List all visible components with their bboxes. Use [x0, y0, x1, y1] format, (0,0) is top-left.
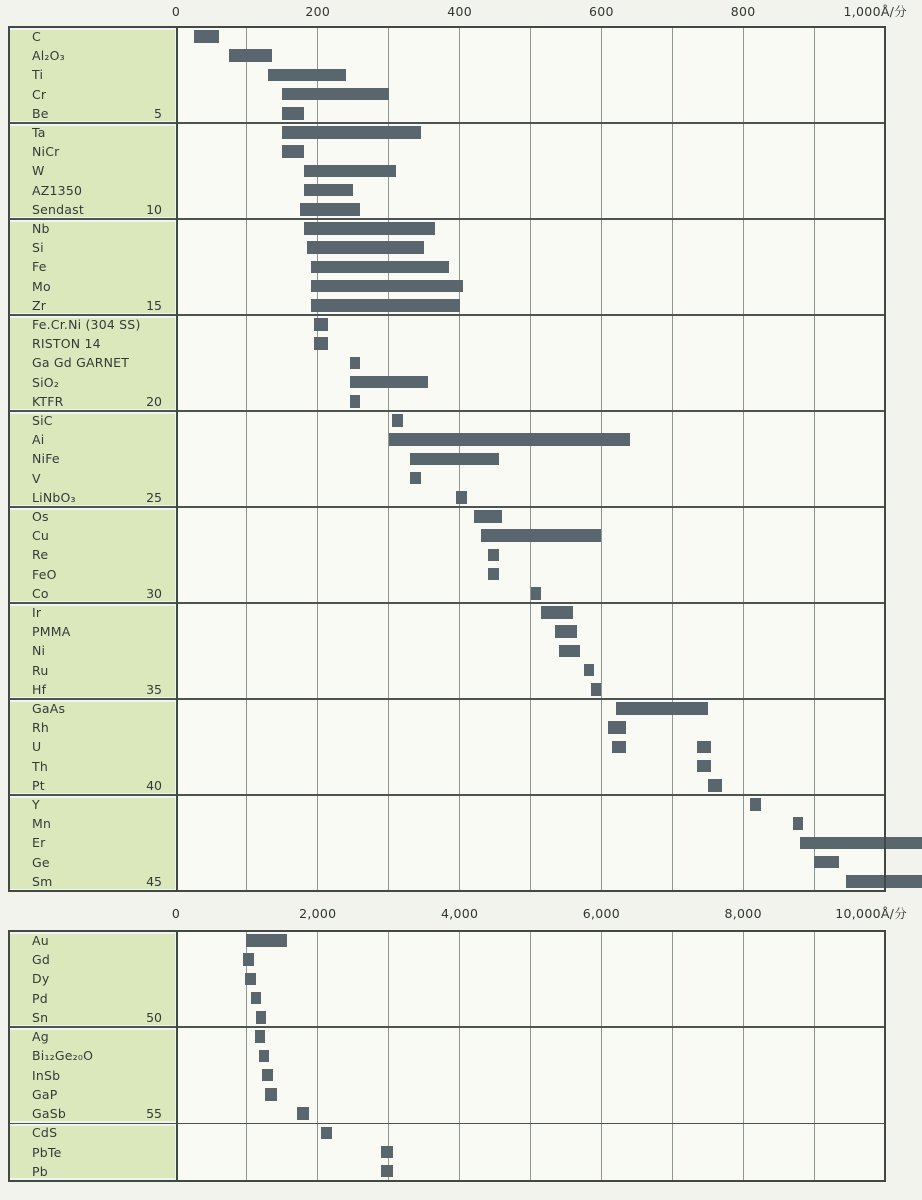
- etch-rate-bar: [282, 107, 303, 120]
- axis-tick-value: 6,000: [582, 906, 621, 921]
- etch-rate-bar: [256, 1011, 266, 1024]
- material-label: Os: [32, 509, 49, 524]
- axis-tick-label: [136, 906, 216, 922]
- etch-rate-bar: [750, 798, 761, 811]
- gridline: [530, 27, 531, 891]
- material-label: PbTe: [32, 1144, 62, 1160]
- etch-rate-bar: [300, 203, 360, 216]
- material-label: Ag: [32, 1029, 49, 1045]
- gridline: [246, 931, 247, 1181]
- material-label: Ti: [32, 67, 44, 83]
- axis-tick-value: 10,000: [835, 906, 881, 921]
- material-label: LiNbO₃: [32, 489, 76, 505]
- material-label: Ai: [32, 432, 45, 448]
- material-label: Pd: [32, 990, 48, 1006]
- material-label: AZ1350: [32, 182, 83, 198]
- panel-plot-separator: [176, 27, 178, 891]
- gridline: [317, 27, 318, 891]
- material-label: Pb: [32, 1163, 48, 1179]
- etch-rate-bar: [584, 664, 595, 677]
- etch-rate-bar: [251, 992, 261, 1005]
- axis-tick-value: 0: [171, 4, 181, 19]
- etch-rate-bar: [531, 587, 542, 600]
- section-row-number: 5: [154, 105, 162, 121]
- etch-rate-bar: [243, 953, 254, 966]
- gridline: [814, 27, 815, 891]
- material-label: Sm: [32, 873, 53, 889]
- material-label: Co: [32, 585, 49, 601]
- material-label: Th: [32, 758, 48, 774]
- gridline: [601, 27, 602, 891]
- etch-rate-bar: [381, 1146, 393, 1159]
- material-label: C: [32, 29, 41, 44]
- etch-rate-bar: [265, 1088, 277, 1101]
- etch-rate-bar: [262, 1069, 273, 1082]
- material-label: Au: [32, 933, 49, 948]
- etch-rate-bar: [268, 69, 346, 82]
- etch-rate-bar: [697, 741, 711, 754]
- section-divider: [8, 218, 885, 220]
- section-divider: [8, 794, 885, 796]
- etch-rate-bar: [608, 721, 626, 734]
- material-label: Be: [32, 105, 49, 121]
- etch-rate-bar: [307, 241, 424, 254]
- section-row-number: 40: [146, 777, 162, 793]
- etch-rate-bar: [410, 472, 421, 485]
- etch-rate-bar: [255, 1030, 265, 1043]
- material-label: Ge: [32, 854, 50, 870]
- section-row-number: 20: [146, 393, 162, 409]
- gridline: [388, 27, 389, 891]
- chart-right-border: [884, 27, 886, 891]
- material-label: Nb: [32, 221, 50, 236]
- etch-rate-bar: [410, 453, 499, 466]
- material-label: Hf: [32, 681, 47, 697]
- axis-tick-label: [561, 4, 641, 20]
- etch-rate-bar: [311, 261, 449, 274]
- material-label: Rh: [32, 720, 50, 736]
- chart-bottom-border: [8, 1180, 886, 1182]
- chart-top-border: [8, 26, 886, 28]
- etch-rate-bar: [541, 606, 573, 619]
- etch-rate-bar: [282, 126, 420, 139]
- etch-rate-bar: [311, 280, 463, 293]
- axis-tick-value: 0: [171, 906, 181, 921]
- etch-rate-bar: [282, 145, 303, 158]
- axis-tick-value: 4,000: [440, 906, 479, 921]
- material-label: KTFR: [32, 393, 64, 409]
- section-divider: [8, 410, 885, 412]
- section-row-number: 30: [146, 585, 162, 601]
- etch-rate-bar: [246, 934, 286, 947]
- panel-plot-separator: [176, 931, 178, 1181]
- material-label: Dy: [32, 971, 50, 987]
- axis-tick-label: [278, 906, 358, 922]
- gridline: [246, 27, 247, 891]
- section-divider: [8, 1123, 885, 1125]
- etch-rate-bar: [616, 702, 708, 715]
- section-divider: [8, 314, 885, 316]
- material-label: Cu: [32, 528, 50, 544]
- chart-right-border: [884, 931, 886, 1181]
- material-label: PMMA: [32, 624, 71, 640]
- material-label: V: [32, 470, 41, 486]
- axis-tick-label: [561, 906, 641, 922]
- gridline: [814, 931, 815, 1181]
- material-label: NiFe: [32, 451, 60, 467]
- material-label: FeO: [32, 566, 57, 582]
- etch-rate-bar: [488, 549, 499, 562]
- etch-rate-chart-0-1000: [0, 27, 922, 891]
- etch-rate-bar: [708, 779, 722, 792]
- section-divider: [8, 122, 885, 124]
- etch-rate-bar: [591, 683, 602, 696]
- section-row-number: 15: [146, 297, 162, 313]
- etch-rate-bar: [229, 49, 272, 62]
- material-label: Fe.Cr.Ni (304 SS): [32, 317, 141, 332]
- material-label: GaAs: [32, 701, 66, 716]
- section-row-number: 55: [146, 1106, 162, 1122]
- material-label: W: [32, 163, 45, 179]
- material-label: Zr: [32, 297, 47, 313]
- etch-rate-bar: [612, 741, 626, 754]
- etch-rate-bar: [481, 529, 602, 542]
- material-label: Ga Gd GARNET: [32, 355, 130, 371]
- section-divider: [8, 698, 885, 700]
- gridline: [672, 27, 673, 891]
- axis-tick-label: [278, 4, 358, 20]
- gridline: [530, 931, 531, 1181]
- material-label: Ru: [32, 662, 49, 678]
- axis-tick-value: 1,000: [843, 4, 881, 19]
- etch-rate-bar: [245, 973, 255, 986]
- etch-rate-bar: [282, 88, 388, 101]
- etch-rate-bar: [297, 1107, 310, 1120]
- etch-rate-bar: [488, 568, 499, 581]
- material-label: Mn: [32, 816, 52, 832]
- material-label: GaP: [32, 1086, 58, 1102]
- etch-rate-bar: [389, 433, 630, 446]
- material-label: Pt: [32, 777, 45, 793]
- material-label: Ni: [32, 643, 46, 659]
- material-label: InSb: [32, 1067, 61, 1083]
- axis-tick-label: [703, 4, 783, 20]
- material-label: Fe: [32, 259, 47, 275]
- etch-rate-bar: [559, 645, 580, 658]
- etch-rate-bar: [555, 625, 576, 638]
- section-divider: [8, 1026, 885, 1028]
- material-label: Re: [32, 547, 49, 563]
- axis-unit-label: Å/分: [880, 906, 907, 921]
- material-label: Ta: [32, 125, 46, 140]
- etch-rate-bar: [304, 222, 435, 235]
- axis-tick-value: 2,000: [299, 906, 337, 921]
- axis-unit-label: Å/分: [880, 4, 907, 19]
- section-row-number: 25: [146, 489, 162, 505]
- axis-tick-value: 8,000: [724, 906, 762, 921]
- gridline: [743, 931, 744, 1181]
- axis-tick-label: [136, 4, 216, 20]
- etch-rate-bar: [304, 184, 354, 197]
- material-label: SiC: [32, 413, 53, 428]
- gridline: [743, 27, 744, 891]
- etch-rate-bar: [814, 856, 839, 869]
- axis-tick-value: 200: [305, 4, 331, 19]
- section-row-number: 10: [146, 201, 162, 217]
- material-label: RISTON 14: [32, 336, 101, 352]
- axis-tick-label: [797, 906, 907, 922]
- axis-tick-label: [420, 906, 500, 922]
- etch-rate-bar: [311, 299, 460, 312]
- etch-rate-bar: [314, 337, 328, 350]
- material-label: CdS: [32, 1125, 58, 1141]
- gridline: [317, 931, 318, 1181]
- etch-rate-bar: [800, 837, 922, 850]
- gridline: [388, 931, 389, 1181]
- material-label: U: [32, 739, 42, 755]
- etch-rate-bar: [350, 376, 428, 389]
- gridline: [601, 931, 602, 1181]
- gridline: [459, 931, 460, 1181]
- etch-rate-chart-0-10000: [0, 931, 922, 1181]
- material-label: Y: [32, 797, 40, 812]
- etch-rate-bar: [304, 165, 396, 178]
- chart-bottom-border: [8, 890, 886, 892]
- etch-rate-bar: [474, 510, 502, 523]
- axis-tick-value: 400: [447, 4, 472, 19]
- section-row-number: 35: [146, 681, 162, 697]
- material-label: Cr: [32, 86, 47, 102]
- section-row-number: 50: [146, 1009, 162, 1025]
- section-divider: [8, 602, 885, 604]
- material-label: Sn: [32, 1009, 49, 1025]
- etch-rate-bar: [392, 414, 403, 427]
- etch-rate-bar: [793, 817, 804, 830]
- axis-tick-value: 600: [589, 4, 614, 19]
- material-label: NiCr: [32, 144, 60, 160]
- etch-rate-bar: [381, 1165, 393, 1178]
- etch-rate-bar: [314, 318, 328, 331]
- material-label: Mo: [32, 278, 51, 294]
- etch-rate-bar: [194, 30, 219, 43]
- gridline: [672, 931, 673, 1181]
- axis-tick-label: [420, 4, 500, 20]
- material-label: Si: [32, 240, 44, 256]
- material-label: Bi₁₂Ge₂₀O: [32, 1048, 94, 1064]
- material-label: Gd: [32, 952, 51, 968]
- material-label: Ir: [32, 605, 42, 620]
- material-label: GaSb: [32, 1106, 67, 1122]
- chart-top-border: [8, 930, 886, 932]
- etch-rate-bar: [456, 491, 467, 504]
- section-divider: [8, 506, 885, 508]
- axis-tick-value: 800: [730, 4, 756, 19]
- chart-left-border: [8, 931, 10, 1181]
- etch-rate-bar: [350, 357, 361, 370]
- axis-tick-label: [703, 906, 783, 922]
- material-label: Sendast: [32, 201, 84, 217]
- material-label: Er: [32, 835, 46, 851]
- etch-rate-bar: [350, 395, 361, 408]
- axis-tick-label: [797, 4, 907, 20]
- material-label: SiO₂: [32, 374, 60, 390]
- etch-rate-bar: [697, 760, 711, 773]
- material-label: Al₂O₃: [32, 48, 65, 64]
- chart-left-border: [8, 27, 10, 891]
- etch-rate-bar: [321, 1127, 332, 1140]
- etch-rate-bar: [259, 1050, 269, 1063]
- section-row-number: 45: [146, 873, 162, 889]
